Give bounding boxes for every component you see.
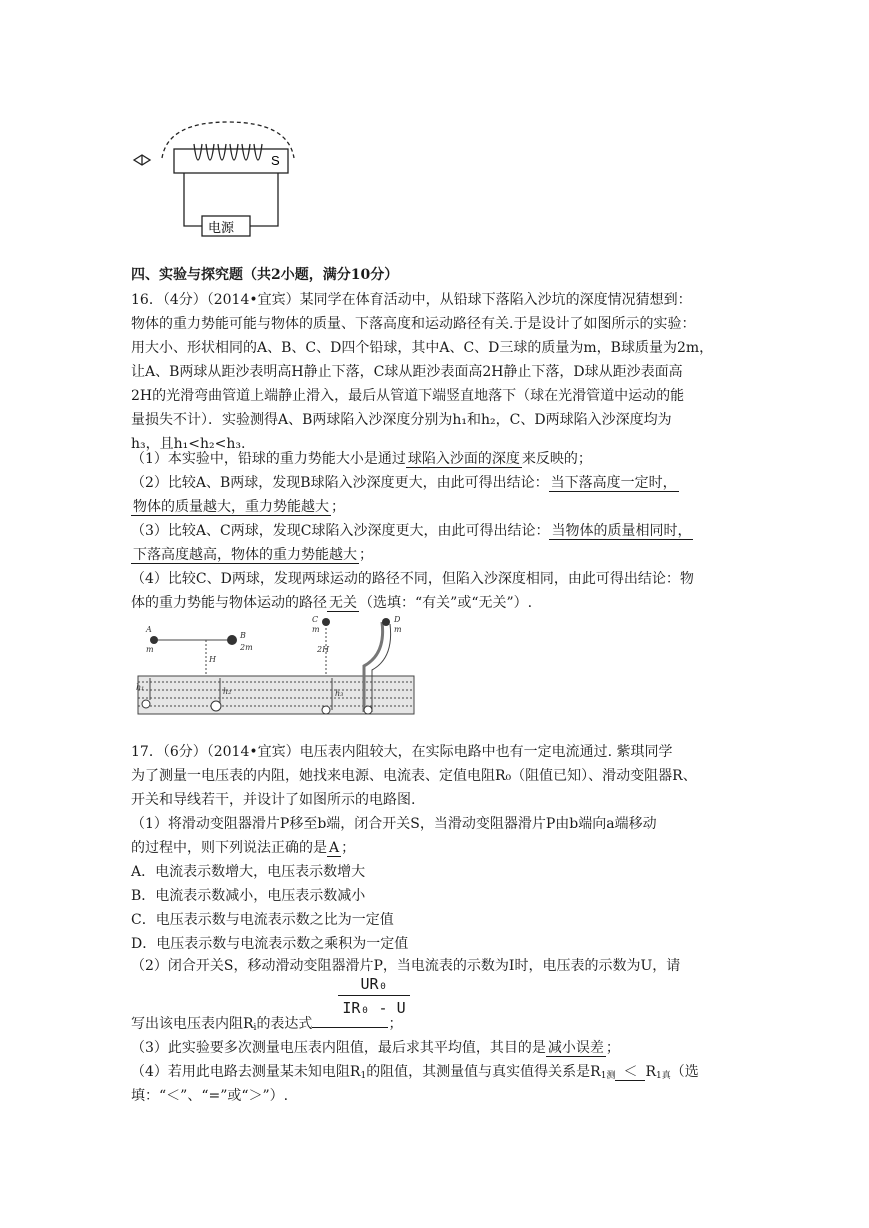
height-h: H [209, 655, 216, 664]
q17-part-4: （4）若用此电路去测量某未知电阻$R_1$的阻值，其测量值与真实值得关系是$R_{1测} < R_{1真}$（选 [131, 1064, 699, 1081]
mass-a: m [146, 645, 154, 654]
formula-denominator: IR₀ - U [342, 999, 406, 1017]
q16-part-2-cont: 物体的质量越大，重力势能越大 ； [133, 499, 345, 515]
section-heading: 四、实验与探究题（共2小题，满分10分） [131, 267, 399, 283]
q16-part-2: （2）比较A、B两球，发现B球陷入沙深度更大，由此可得出结论： 当下落高度一定时， [131, 475, 677, 491]
q17-part-3: （3）此实验要多次测量电压表内阻值，最后求其平均值，其目的是 减小误差 ； [131, 1040, 620, 1056]
sand-experiment-figure [136, 616, 420, 720]
depth-h1: h₁ [136, 683, 145, 692]
label-b: B [240, 631, 246, 640]
q16-line-5: 2H的光滑弯曲管道上端静止滑入，最后从管道下端竖直地落下（球在光滑管道中运动的能 [131, 388, 685, 404]
q16-line-6: 量损失不计）．实验测得A、B两球陷入沙深度分别为h₁和h₂，C、D两球陷入沙深度均为 [131, 412, 672, 428]
q16-part-4: （4）比较C、D两球，发现两球运动的路径不同，但陷入沙深度相同，由此可得出结论：物 [131, 571, 694, 587]
formula-blank [312, 1027, 388, 1028]
answer-blank: 当下落高度一定时， [550, 475, 677, 491]
ball-a [150, 636, 158, 644]
q16-line-3: 用大小、形状相同的A、B、C、D四个铅球，其中A、C、D三球的质量为m，B球质量为2m， [131, 340, 714, 356]
answer-blank: A [329, 840, 340, 856]
solenoid-figure [128, 118, 298, 240]
answer-blank: ＜ [615, 1064, 645, 1081]
label-a: A [146, 625, 152, 634]
s-pole-label: S [271, 153, 280, 168]
q16-part-3: （3）比较A、C两球，发现C球陷入沙深度更大，由此可得出结论： 当物体的质量相同时， [131, 523, 692, 539]
power-source-label: 电源 [208, 220, 235, 235]
option-c: C．电压表示数与电流表示数之比为一定值 [131, 912, 394, 928]
q17-part-2-cont: 写出该电压表内阻$R_i$的表达式 ； [131, 1016, 403, 1033]
label-d: D [394, 616, 401, 624]
label-c: C [312, 616, 319, 624]
formula-numerator: UR₀ [338, 975, 410, 996]
resistance-formula [338, 975, 410, 1017]
option-d: D．电压表示数与电流表示数之乘积为一定值 [131, 936, 409, 952]
answer-blank: 球陷入沙面的深度 [407, 451, 520, 467]
q17-line-1: 17．（6分）（2014•宜宾）电压表内阻较大，在实际电路中也有一定电流通过. 紫琪同学 [131, 744, 673, 760]
coil [194, 144, 262, 160]
q17-part-4-cont: 填：“＜”、“=”或“＞”）. [131, 1088, 289, 1104]
q17-part-2: （2）闭合开关S，移动滑动变阻器滑片P，当电流表的示数为I时，电压表的示数为U，请 [131, 958, 681, 974]
q16-line-4: 让A、B两球从距沙表明高H静止下落，C球从距沙表面高2H静止下落，D球从距沙表面高 [131, 364, 683, 380]
mass-c: m [312, 625, 320, 634]
ball-c [322, 618, 330, 626]
q16-line-1: 16．（4分）（2014•宜宾）某同学在体育活动中，从铅球下落陷入沙坑的深度情况猜想到： [131, 292, 692, 308]
q17-part-1: （1）将滑动变阻器滑片P移至b端，闭合开关S，当滑动变阻器滑片P由b端向a端移动 [131, 816, 657, 832]
q17-line-2: 为了测量一电压表的内阻，她找来电源、电流表、定值电阻R₀（阻值已知）、滑动变阻器R、 [131, 768, 697, 784]
option-b: B．电流表示数减小，电压表示数减小 [131, 888, 366, 904]
ball-b [227, 635, 237, 645]
answer-blank: 下落高度越高，物体的重力势能越大 [133, 547, 357, 563]
depth-h3: h₃ [335, 689, 344, 698]
height-2h: 2H [317, 645, 330, 654]
mass-b: 2m [240, 643, 253, 652]
q16-part-1: （1）本实验中，铅球的重力势能大小是通过 球陷入沙面的深度 来反映的； [131, 451, 592, 467]
answer-blank: 物体的质量越大，重力势能越大 [133, 499, 329, 515]
q16-line-2: 物体的重力势能可能与物体的质量、下落高度和运动路径有关.于是设计了如图所示的实验： [131, 316, 696, 332]
q16-part-4-cont: 体的重力势能与物体运动的路径 无关 （选填：“有关”或“无关”）. [131, 595, 533, 611]
q16-line-7: h₃，且h₁<h₂<h₃. [131, 436, 246, 452]
depth-h2: h₂ [223, 687, 232, 696]
answer-blank: 减小误差 [547, 1040, 604, 1056]
q17-part-1-cont: 的过程中，则下列说法正确的是 A ； [131, 840, 356, 856]
ball-d [382, 618, 390, 626]
q17-line-3: 开关和导线若干，并设计了如图所示的电路图. [131, 792, 416, 808]
option-a: A．电流表示数增大，电压表示数增大 [131, 864, 366, 880]
answer-blank: 当物体的质量相同时， [551, 523, 692, 539]
mass-d: m [394, 625, 402, 634]
q16-part-3-cont: 下落高度越高，物体的重力势能越大 ； [133, 547, 373, 563]
answer-blank: 无关 [329, 595, 357, 611]
